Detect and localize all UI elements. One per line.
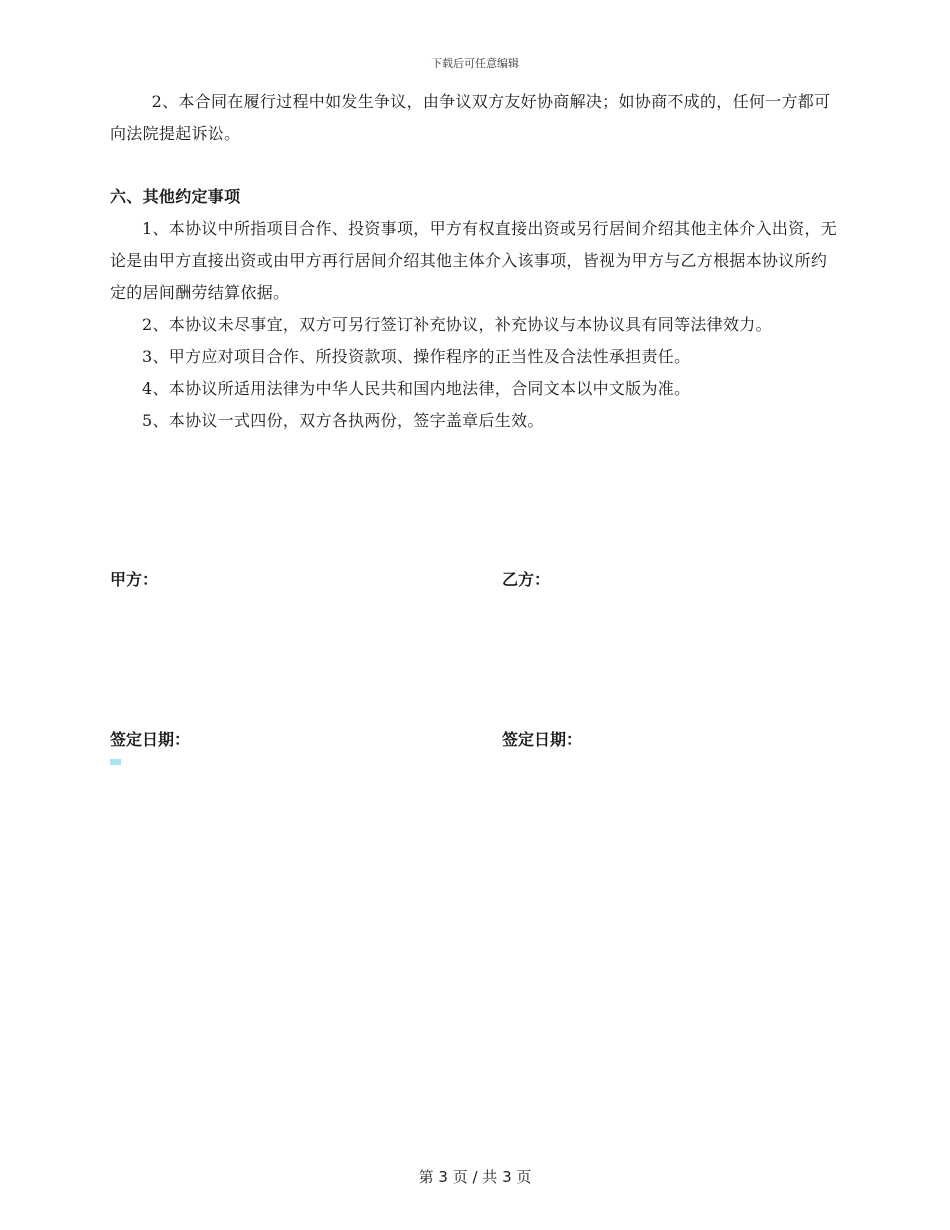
text-cursor-marker[interactable] [110, 759, 121, 765]
date-a-label: 签定日期： [110, 730, 191, 749]
header-note: 下载后可任意编辑 [431, 57, 519, 70]
clause-item: 3、甲方应对项目合作、所投资款项、操作程序的正当性及合法性承担责任。 [142, 347, 691, 366]
date-b-label: 签定日期： [502, 730, 583, 749]
clause-item: 5、本协议一式四份，双方各执两份，签字盖章后生效。 [142, 411, 544, 430]
party-b-label: 乙方： [502, 570, 551, 589]
section-six-block [110, 181, 838, 437]
party-a-label: 甲方： [110, 570, 159, 589]
clause-item: 1、本协议中所指项目合作、投资事项，甲方有权直接出资或另行居间介绍其他主体介入出资，无论是由甲方直接出资或由甲方再行居间介绍其他主体介入该事项，皆视为甲方与乙方根据本协议所约定的居间酬劳结算依据。 [110, 219, 838, 302]
section-heading: 六、其他约定事项 [110, 187, 241, 206]
clause-item: 2、本协议未尽事宜，双方可另行签订补充协议，补充协议与本协议具有同等法律效力。 [142, 315, 772, 334]
clause-item: 4、本协议所适用法律为中华人民共和国内地法律，合同文本以中文版为准。 [142, 379, 691, 398]
dispute-paragraph: 2、本合同在履行过程中如发生争议，由争议双方友好协商解决；如协商不成的，任何一方都可向法院提起诉讼。 [110, 92, 831, 143]
dispute-clause-block [110, 86, 838, 150]
page-indicator: 第 3 页 / 共 3 页 [418, 1168, 532, 1186]
